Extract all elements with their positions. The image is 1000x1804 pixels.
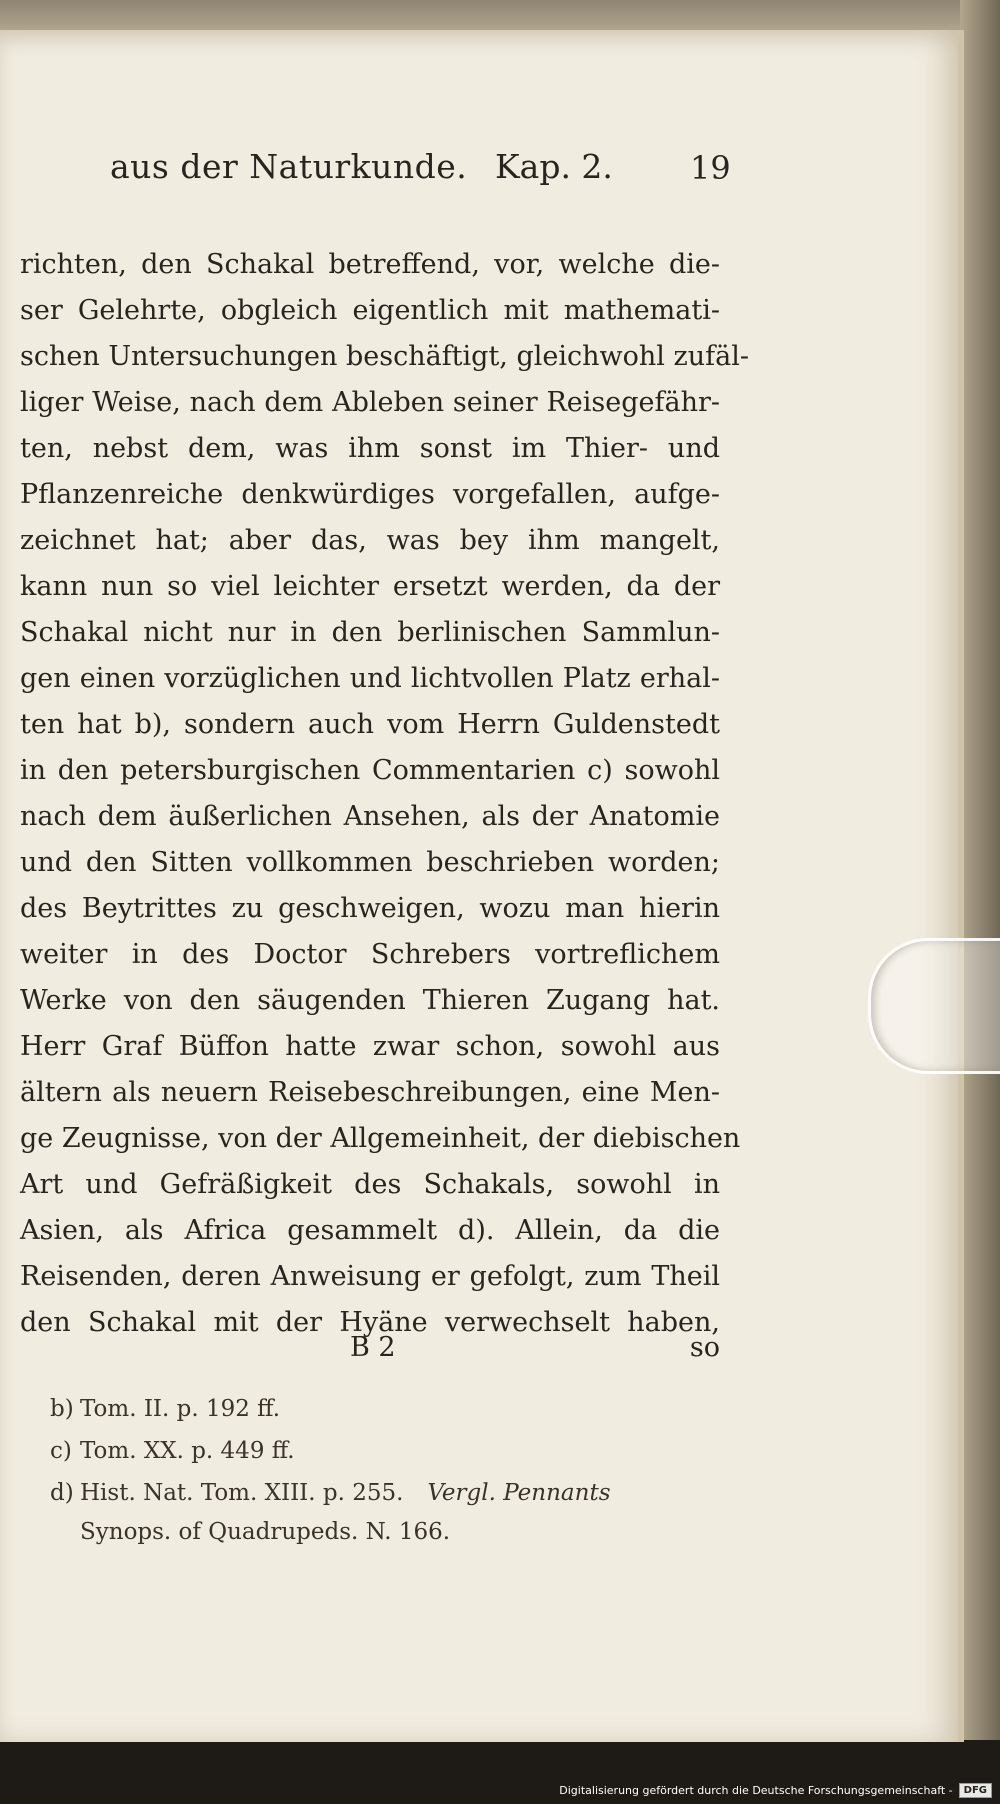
running-head [110,147,730,207]
text-line: ser Gelehrte, obgleich eigentlich mit mathemati- [20,295,720,326]
text-line: und den Sitten vollkommen beschrieben worden; [20,847,720,878]
running-title: aus der Naturkunde. [110,147,468,186]
footnote-mark: c) [50,1438,72,1464]
catchword: so [689,1332,720,1363]
footnote-b [50,1388,750,1430]
footnote-reference: Vergl. Pennants [427,1480,611,1506]
text-line: zeichnet hat; aber das, was bey ihm mangelt, [20,525,720,556]
text-line: in den petersburgischen Commentarien c) sowohl [20,755,720,786]
footnote-mark: b) [50,1396,74,1422]
text-line: kann nun so viel leichter ersetzt werden, da der [20,571,720,602]
footnote-c [50,1430,750,1472]
text-line: schen Untersuchungen beschäftigt, gleichwohl zufäl- [20,341,749,372]
page-clip [868,938,1000,1074]
footnote-mark: d) [50,1480,74,1506]
text-line: Herr Graf Büffon hatte zwar schon, sowohl aus [20,1031,720,1062]
footnote-text: Tom. XX. p. 449 ff. [80,1438,295,1464]
text-line: Schakal nicht nur in den berlinischen Sammlun- [20,617,720,648]
text-line: liger Weise, nach dem Ableben seiner Reisegefähr- [20,387,720,418]
text-line: ältern als neuern Reisebeschreibungen, eine Men- [20,1077,720,1108]
text-line: Asien, als Africa gesammelt d). Allein, da die [20,1215,720,1246]
text-line: ge Zeugnisse, von der Allgemeinheit, der diebischen [20,1123,741,1154]
text-line: weiter in des Doctor Schrebers vortreflichem [20,939,720,970]
page-number: 19 [690,149,731,187]
footnote-d-continuation: Synops. of Quadrupeds. N. 166. [80,1519,451,1545]
text-line: ten, nebst dem, was ihm sonst im Thier- und [20,433,720,464]
book-page [0,30,964,1742]
text-line: des Beytrittes zu geschweigen, wozu man hierin [20,893,720,924]
text-line: Art und Gefräßigkeit des Schakals, sowohl in [20,1169,720,1200]
signature-mark: B 2 [350,1332,396,1363]
credit-text: Digitalisierung gefördert durch die Deutsche Forschungsgemeinschaft - [559,1783,953,1797]
signature-line [20,1332,720,1378]
text-line: nach dem äußerlichen Ansehen, als der Anatomie [20,801,720,832]
text-line: den Schakal mit der Hyäne verwechselt haben, [20,1307,720,1338]
footnote-text: Tom. II. p. 192 ff. [80,1396,281,1422]
digitization-credit [559,1780,992,1800]
footnote-text: Hist. Nat. Tom. XIII. p. 255. [80,1480,404,1506]
text-line: Werke von den säugenden Thieren Zugang hat. [20,985,720,1016]
footnotes [50,1388,750,1550]
text-line: ten hat b), sondern auch vom Herrn Guldenstedt [20,709,720,740]
book-edge [960,0,1000,1804]
text-line: Reisenden, deren Anweisung er gefolgt, zum Theil [20,1261,720,1292]
dfg-logo: DFG [959,1783,992,1798]
footnote-d [50,1472,750,1514]
text-line: gen einen vorzüglichen und lichtvollen Platz erhal- [20,663,720,694]
text-line: Pflanzenreiche denkwürdiges vorgefallen, aufge- [20,479,720,510]
body-text [20,242,749,1346]
text-line: richten, den Schakal betreffend, vor, welche die- [20,249,720,280]
chapter-label: Kap. 2. [495,147,613,186]
